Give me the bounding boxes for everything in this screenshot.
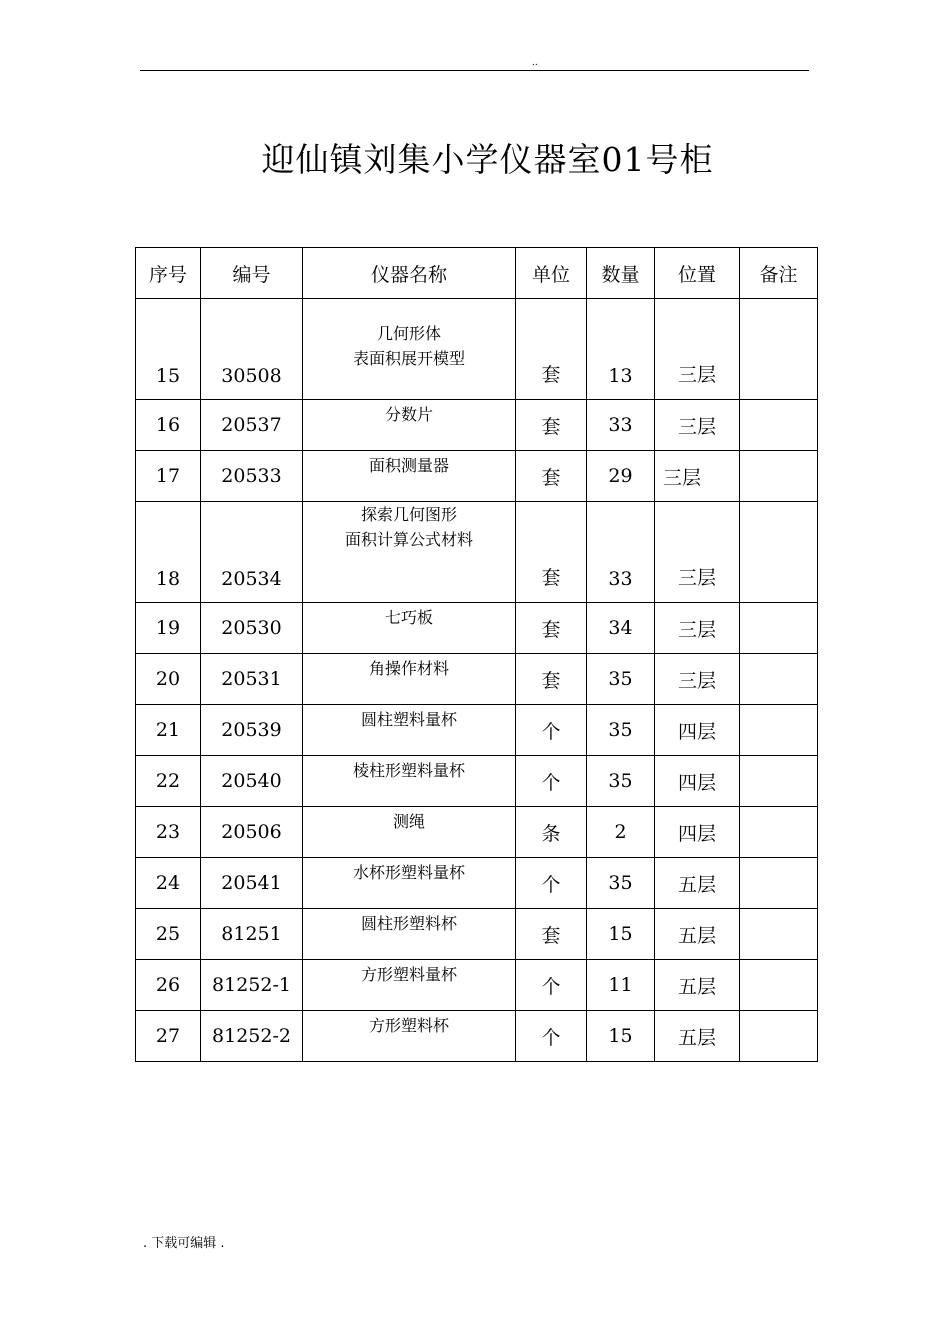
table-row xyxy=(136,451,818,502)
cell-name xyxy=(303,502,516,603)
cell-code-text: 81252-2 xyxy=(212,1025,291,1047)
cell-note-text xyxy=(740,387,817,399)
cell-unit-text: 套 xyxy=(541,618,561,641)
cell-no xyxy=(136,603,201,654)
cell-unit xyxy=(516,756,587,807)
cell-qty xyxy=(587,1011,655,1062)
cell-name-text: 测绳 xyxy=(392,812,425,831)
table-row xyxy=(136,1011,818,1062)
cell-code-text: 81252-1 xyxy=(212,974,291,996)
cell-unit-text: 套 xyxy=(541,466,561,489)
cell-note xyxy=(740,909,818,960)
cell-code-text: 20539 xyxy=(221,719,282,741)
cell-name-text: 角操作材料 xyxy=(368,659,449,678)
cell-qty-text: 15 xyxy=(608,1025,633,1047)
cell-qty-text: 11 xyxy=(608,974,633,996)
cell-note xyxy=(740,502,818,603)
cell-unit xyxy=(516,807,587,858)
table-row xyxy=(136,909,818,960)
cell-unit-text: 个 xyxy=(541,720,561,743)
cell-loc-text: 四层 xyxy=(677,771,716,794)
column-header-note: 备注 xyxy=(740,248,818,299)
cell-loc xyxy=(655,960,740,1011)
cell-unit-text: 套 xyxy=(541,669,561,692)
cell-name xyxy=(303,451,516,502)
cell-qty-text: 35 xyxy=(608,770,633,792)
cell-loc-text: 三层 xyxy=(677,567,716,589)
cell-code-text: 20540 xyxy=(221,770,282,792)
header-rule xyxy=(140,70,809,71)
cell-loc-text: 五层 xyxy=(677,924,716,947)
cell-loc xyxy=(655,909,740,960)
cell-note xyxy=(740,400,818,451)
cell-unit xyxy=(516,400,587,451)
cell-qty-text: 35 xyxy=(608,872,633,894)
cell-qty xyxy=(587,960,655,1011)
cell-loc xyxy=(655,705,740,756)
cell-code-text: 20541 xyxy=(221,872,282,894)
cell-no xyxy=(136,299,201,400)
cell-qty xyxy=(587,909,655,960)
cell-code xyxy=(201,299,303,400)
cell-unit xyxy=(516,654,587,705)
footer-text: . 下载可编辑 . xyxy=(143,1236,225,1251)
cell-code xyxy=(201,451,303,502)
cell-no xyxy=(136,807,201,858)
cell-qty-text: 29 xyxy=(608,465,633,487)
table-row xyxy=(136,858,818,909)
cell-unit-text: 套 xyxy=(541,415,561,438)
cell-no xyxy=(136,502,201,603)
table-header-row xyxy=(136,248,818,299)
cell-loc-text: 三层 xyxy=(677,669,716,692)
column-header-code: 编号 xyxy=(201,248,303,299)
column-header-unit: 单位 xyxy=(516,248,587,299)
cell-name-text: 分数片 xyxy=(384,405,433,424)
cell-code xyxy=(201,858,303,909)
table-row xyxy=(136,705,818,756)
cell-no-text: 27 xyxy=(155,1025,181,1047)
cell-note xyxy=(740,299,818,400)
cell-code-text: 20530 xyxy=(221,617,282,639)
cell-no-text: 23 xyxy=(155,821,181,843)
column-header-no: 序号 xyxy=(136,248,201,299)
cell-name-text: 圆柱形塑料杯 xyxy=(360,914,457,933)
cell-unit xyxy=(516,1011,587,1062)
cell-loc xyxy=(655,299,740,400)
cell-name-text: 探索几何图形 面积计算公式材料 xyxy=(344,505,473,549)
cell-loc-text: 五层 xyxy=(677,1026,716,1049)
cell-no-text: 19 xyxy=(155,617,181,639)
table-row xyxy=(136,299,818,400)
cell-qty-text: 35 xyxy=(608,719,633,741)
cell-qty xyxy=(587,451,655,502)
cell-name-text: 水杯形塑料量杯 xyxy=(352,863,465,882)
cell-no xyxy=(136,756,201,807)
cell-name-text: 方形塑料杯 xyxy=(368,1016,449,1035)
cell-name-text: 棱柱形塑料量杯 xyxy=(352,761,465,780)
cell-loc-text: 三层 xyxy=(663,466,702,489)
cell-no xyxy=(136,451,201,502)
cell-name-text: 圆柱塑料量杯 xyxy=(360,710,457,729)
cell-no xyxy=(136,909,201,960)
table-row xyxy=(136,400,818,451)
cell-unit xyxy=(516,502,587,603)
cell-qty-text: 34 xyxy=(608,617,633,639)
column-header-loc: 位置 xyxy=(655,248,740,299)
cell-qty-text: 2 xyxy=(614,821,627,843)
cell-name xyxy=(303,603,516,654)
inventory-table xyxy=(135,247,818,1062)
cell-unit-text: 套 xyxy=(541,567,561,589)
table-row xyxy=(136,603,818,654)
cell-note xyxy=(740,603,818,654)
cell-qty xyxy=(587,502,655,603)
table-row xyxy=(136,502,818,603)
cell-name xyxy=(303,858,516,909)
cell-note xyxy=(740,960,818,1011)
cell-name xyxy=(303,960,516,1011)
cell-no-text: 17 xyxy=(155,465,181,487)
cell-code-text: 20537 xyxy=(221,414,282,436)
cell-note xyxy=(740,1011,818,1062)
cell-no-text: 16 xyxy=(155,414,181,436)
cell-code xyxy=(201,909,303,960)
cell-name-text: 七巧板 xyxy=(384,608,433,627)
cell-loc-text: 四层 xyxy=(677,822,716,845)
cell-loc xyxy=(655,1011,740,1062)
cell-loc-text: 五层 xyxy=(677,873,716,896)
cell-unit-text: 个 xyxy=(541,873,561,896)
table-row xyxy=(136,807,818,858)
cell-loc xyxy=(655,502,740,603)
cell-name xyxy=(303,1011,516,1062)
cell-qty xyxy=(587,705,655,756)
cell-loc xyxy=(655,603,740,654)
cell-name xyxy=(303,909,516,960)
cell-no-text: 24 xyxy=(155,872,181,894)
cell-code-text: 30508 xyxy=(221,365,282,387)
cell-code xyxy=(201,654,303,705)
cell-unit-text: 条 xyxy=(541,822,561,845)
cell-code-text: 20534 xyxy=(221,568,282,590)
cell-no xyxy=(136,858,201,909)
cell-code xyxy=(201,400,303,451)
cell-note xyxy=(740,451,818,502)
cell-unit xyxy=(516,299,587,400)
cell-loc xyxy=(655,807,740,858)
cell-unit xyxy=(516,858,587,909)
cell-name xyxy=(303,400,516,451)
cell-qty xyxy=(587,654,655,705)
cell-unit-text: 套 xyxy=(541,364,561,386)
cell-code-text: 20506 xyxy=(221,821,282,843)
cell-qty-text: 35 xyxy=(608,668,633,690)
cell-unit-text: 个 xyxy=(541,975,561,998)
cell-code-text: 20531 xyxy=(221,668,282,690)
cell-loc xyxy=(655,756,740,807)
cell-code xyxy=(201,502,303,603)
cell-note xyxy=(740,807,818,858)
cell-unit-text: 个 xyxy=(541,771,561,794)
cell-note-text xyxy=(740,590,817,602)
cell-loc xyxy=(655,654,740,705)
cell-note xyxy=(740,756,818,807)
cell-no-text: 20 xyxy=(155,668,181,690)
header-mark: .. xyxy=(532,58,538,68)
cell-name-text: 面积测量器 xyxy=(368,456,449,475)
cell-no-text: 21 xyxy=(155,719,181,741)
cell-loc-text: 三层 xyxy=(677,618,716,641)
cell-name xyxy=(303,705,516,756)
cell-qty xyxy=(587,400,655,451)
table-row xyxy=(136,654,818,705)
cell-qty-text: 13 xyxy=(608,365,633,387)
cell-unit xyxy=(516,603,587,654)
table-row xyxy=(136,960,818,1011)
cell-loc-text: 五层 xyxy=(677,975,716,998)
cell-code xyxy=(201,603,303,654)
cell-note xyxy=(740,705,818,756)
cell-loc-text: 四层 xyxy=(677,720,716,743)
cell-no-text: 22 xyxy=(155,770,181,792)
cell-no-text: 26 xyxy=(155,974,181,996)
cell-code xyxy=(201,960,303,1011)
cell-note xyxy=(740,858,818,909)
cell-no xyxy=(136,400,201,451)
cell-no-text: 18 xyxy=(155,568,181,590)
cell-code-text: 20533 xyxy=(221,465,282,487)
cell-unit-text: 套 xyxy=(541,924,561,947)
column-header-qty: 数量 xyxy=(587,248,655,299)
cell-qty xyxy=(587,603,655,654)
cell-code xyxy=(201,756,303,807)
cell-code xyxy=(201,807,303,858)
cell-qty-text: 33 xyxy=(608,568,633,590)
cell-qty-text: 15 xyxy=(608,923,633,945)
table-row xyxy=(136,756,818,807)
cell-qty xyxy=(587,858,655,909)
cell-name-text: 方形塑料量杯 xyxy=(360,965,457,984)
cell-qty xyxy=(587,299,655,400)
cell-no-text: 25 xyxy=(155,923,181,945)
cell-unit-text: 个 xyxy=(541,1026,561,1049)
cell-code-text: 81251 xyxy=(221,923,282,945)
cell-no xyxy=(136,960,201,1011)
column-header-name: 仪器名称 xyxy=(303,248,516,299)
page-title: 迎仙镇刘集小学仪器室01号柜 xyxy=(261,140,714,179)
cell-qty xyxy=(587,807,655,858)
cell-unit xyxy=(516,960,587,1011)
cell-qty-text: 33 xyxy=(608,414,633,436)
cell-unit xyxy=(516,909,587,960)
cell-code xyxy=(201,705,303,756)
cell-name xyxy=(303,807,516,858)
cell-loc-text: 三层 xyxy=(677,415,716,438)
cell-unit xyxy=(516,705,587,756)
cell-code xyxy=(201,1011,303,1062)
cell-loc xyxy=(655,858,740,909)
cell-no xyxy=(136,1011,201,1062)
cell-loc xyxy=(655,400,740,451)
cell-loc-text: 三层 xyxy=(677,364,716,386)
cell-name-text: 几何形体 表面积展开模型 xyxy=(352,324,465,368)
cell-no xyxy=(136,654,201,705)
cell-name xyxy=(303,299,516,400)
cell-unit xyxy=(516,451,587,502)
cell-qty xyxy=(587,756,655,807)
cell-name xyxy=(303,654,516,705)
cell-no-text: 15 xyxy=(155,365,181,387)
cell-no xyxy=(136,705,201,756)
cell-name xyxy=(303,756,516,807)
cell-loc xyxy=(655,451,740,502)
cell-note xyxy=(740,654,818,705)
